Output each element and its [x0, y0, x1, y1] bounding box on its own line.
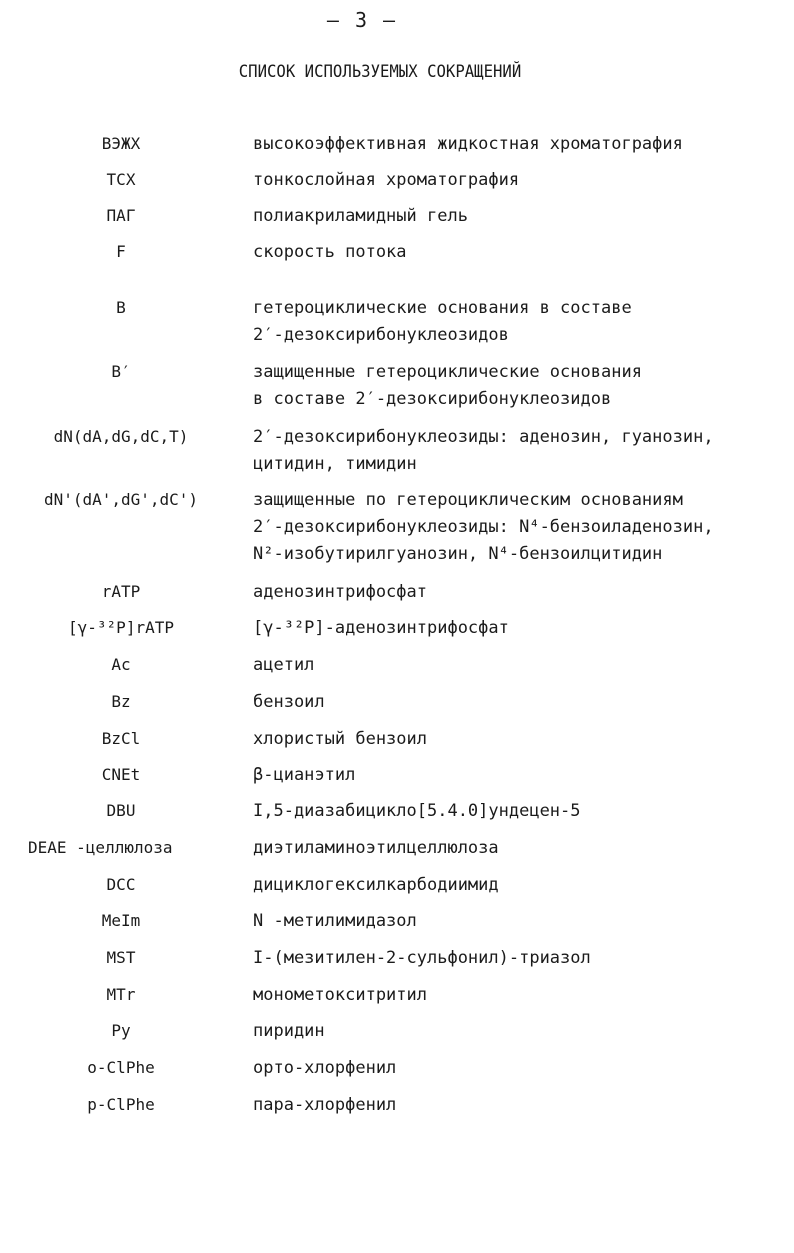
- abbreviation: B: [116, 298, 126, 317]
- abbreviation: MTr: [106, 985, 136, 1004]
- abbreviation: o-ClPhe: [87, 1058, 155, 1077]
- definition: 2′-дезоксирибонуклеозиды: аденозин, гуанозин, цитидин, тимидин: [253, 427, 714, 474]
- abbreviation: Ac: [111, 655, 131, 674]
- abbreviation: dN(dA,dG,dC,T): [53, 427, 189, 446]
- abbreviation: ВЭЖХ: [101, 134, 141, 153]
- definition: аденозинтрифосфат: [253, 582, 427, 602]
- page-title: СПИСОК ИСПОЛЬЗУЕМЫХ СОКРАЩЕНИЙ: [238, 62, 522, 82]
- definition: пиридин: [253, 1021, 325, 1041]
- definition: N -метилимидазол: [253, 911, 417, 931]
- definition: гетероциклические основания в составе 2′-дезоксирибонуклеозидов: [253, 298, 632, 345]
- definition: диэтиламиноэтилцеллюлоза: [253, 838, 499, 858]
- definition: β-цианэтил: [253, 765, 356, 785]
- abbreviation: dN'(dA',dG',dC'): [43, 490, 199, 509]
- abbreviation: BzCl: [101, 729, 141, 748]
- definition: бензоил: [253, 692, 325, 712]
- definition: хлористый бензоил: [253, 729, 427, 749]
- definition: монометокситритил: [253, 985, 427, 1005]
- abbreviation: ТСХ: [106, 170, 136, 189]
- definition: дициклогексилкарбодиимид: [253, 875, 499, 895]
- abbreviation: F: [116, 242, 126, 261]
- abbreviation: MST: [106, 948, 136, 967]
- abbreviation: DBU: [106, 801, 136, 820]
- abbreviation: MeIm: [101, 911, 141, 930]
- abbreviation: Bz: [111, 692, 131, 711]
- definition: пара-хлорфенил: [253, 1095, 397, 1115]
- definition: I-(мезитилен-2-сульфонил)-триазол: [253, 948, 591, 968]
- definition: ацетил: [253, 655, 315, 675]
- abbreviation: CNEt: [101, 765, 141, 784]
- definition: скорость потока: [253, 242, 407, 262]
- definition: высокоэффективная жидкостная хроматография: [253, 134, 683, 154]
- abbreviation: ПАГ: [106, 206, 136, 225]
- definition: защищенные гетероциклические основания в составе 2′-дезоксирибонуклеозидов: [253, 362, 642, 409]
- definition: [γ-³²P]-аденозинтрифосфат: [253, 618, 509, 638]
- abbreviation: Py: [111, 1021, 131, 1040]
- abbreviation: p-ClPhe: [87, 1095, 155, 1114]
- abbreviation: [γ-³²P]rATP: [68, 618, 174, 637]
- definition: орто-хлорфенил: [253, 1058, 397, 1078]
- page-number: – 3 –: [326, 8, 398, 32]
- abbreviation: rATP: [101, 582, 141, 601]
- definition: тонкослойная хроматография: [253, 170, 520, 190]
- abbreviation: B′: [111, 362, 131, 381]
- abbreviation: DCC: [106, 875, 136, 894]
- definition: полиакриламидный гель: [253, 206, 468, 226]
- abbreviation: DEAE -целлюлоза: [28, 838, 173, 857]
- definition: I,5-диазабицикло[5.4.0]ундецен-5: [253, 801, 581, 821]
- definition: защищенные по гетероциклическим основаниям 2′-дезоксирибонуклеозиды: N⁴-бензоиладенозин, N²-изобутирилгуанозин, N⁴-бензоилцитидин: [253, 490, 714, 564]
